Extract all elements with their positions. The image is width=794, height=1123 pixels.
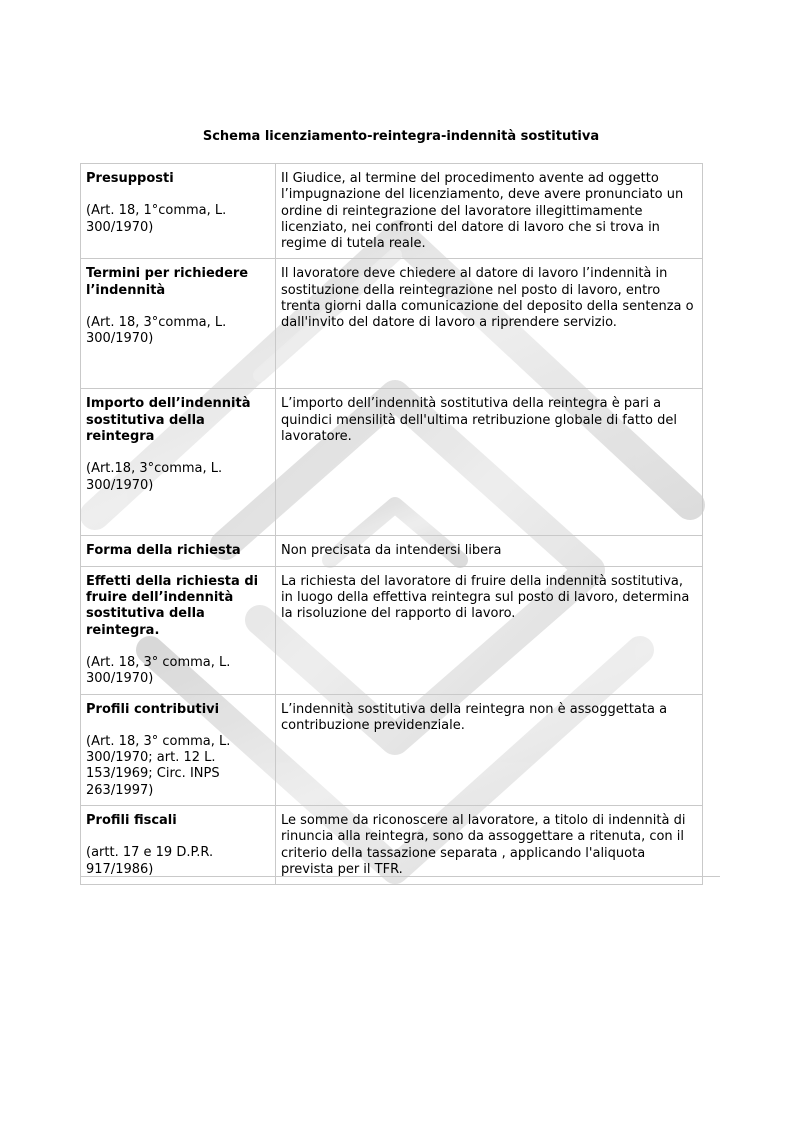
row-content-cell	[276, 259, 703, 389]
row-header-cell	[81, 806, 276, 885]
row-content-cell	[276, 566, 703, 694]
row-text: Le somme da riconoscere al lavoratore, a titolo di indennità di rinuncia alla reintegra, sono da assoggettare a ritenuta, con il criterio della tassazione separata , applicando l'aliquota prevista per il TFR.	[281, 813, 686, 877]
row-label: Importo dell’indennità sostitutiva della reintegra	[86, 396, 251, 445]
table-row	[81, 259, 703, 389]
table-bottom-rule	[80, 876, 720, 877]
legal-reference: (Art. 18, 3° comma, L. 300/1970)	[86, 654, 231, 687]
row-label: Forma della richiesta	[86, 543, 241, 559]
row-text: Non precisata da intendersi libera	[281, 543, 502, 559]
row-label: Presupposti	[86, 171, 174, 186]
legal-reference: (Art.18, 3°comma, L. 300/1970)	[86, 461, 223, 493]
row-content-cell	[276, 536, 703, 566]
row-header-cell	[81, 536, 276, 566]
row-text: Il lavoratore deve chiedere al datore di lavoro l’indennità in sostituzione della reintegrazione nel posto di lavoro, entro trenta giorni dalla comunicazione del deposito della sentenza o dall'invito del datore di lavoro a riprendere servizio.	[281, 266, 694, 331]
table-row	[81, 536, 703, 566]
row-header-cell	[81, 259, 276, 389]
row-text: L’importo dell’indennità sostitutiva della reintegra è pari a quindici mensilità dell'ultima retribuzione globale di fatto del lavoratore.	[281, 396, 677, 445]
row-label: Profili contributivi	[86, 701, 220, 717]
legal-reference: (artt. 17 e 19 D.P.R. 917/1986)	[86, 845, 214, 877]
row-header-cell	[81, 164, 276, 259]
legal-reference: (Art. 18, 3° comma, L. 300/1970; art. 12 L. 153/1969; Circ. INPS 263/1997)	[86, 733, 231, 798]
table-row	[81, 694, 703, 805]
table-row	[81, 164, 703, 259]
legal-reference: (Art. 18, 1°comma, L. 300/1970)	[86, 203, 227, 235]
schema-table	[80, 163, 703, 885]
row-text: La richiesta del lavoratore di fruire della indennità sostitutiva, in luogo della effettiva reintegra sul posto di lavoro, determina la risoluzione del rapporto di lavoro.	[281, 573, 690, 622]
row-text: L’indennità sostitutiva della reintegra non è assoggettata a contribuzione previdenziale.	[281, 701, 668, 733]
row-label: Termini per richiedere l’indennità	[86, 266, 249, 298]
row-content-cell	[276, 694, 703, 805]
document-title: Schema licenziamento-reintegra-indennità sostitutiva	[202, 129, 600, 144]
row-label: Effetti della richiesta di fruire dell’indennità sostitutiva della reintegra.	[86, 573, 259, 638]
table-row	[81, 566, 703, 694]
row-text: Il Giudice, al termine del procedimento avente ad oggetto l’impugnazione del licenziamento, deve avere pronunciato un ordine di reintegrazione del lavoratore illegittimamente licenziato, nei confronti del datore di lavoro che si trova in regime di tutela reale.	[281, 171, 684, 252]
row-header-cell	[81, 389, 276, 536]
table-row	[81, 389, 703, 536]
row-content-cell	[276, 164, 703, 259]
table-row	[81, 806, 703, 885]
row-header-cell	[81, 566, 276, 694]
legal-reference: (Art. 18, 3°comma, L. 300/1970)	[86, 315, 227, 347]
row-header-cell	[81, 694, 276, 805]
row-content-cell	[276, 806, 703, 885]
row-label: Profili fiscali	[86, 813, 177, 829]
row-content-cell	[276, 389, 703, 536]
